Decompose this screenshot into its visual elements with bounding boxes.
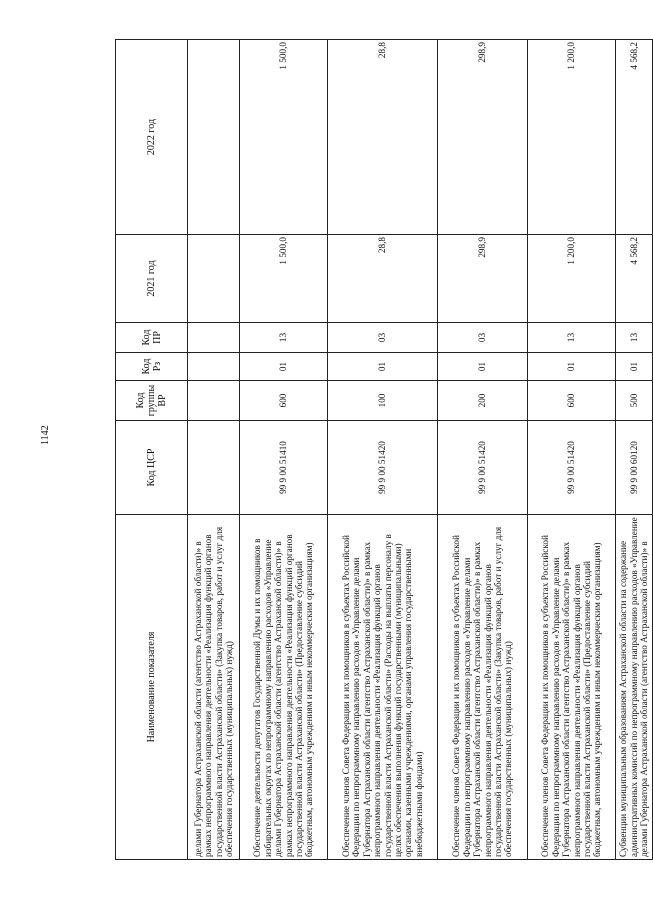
row-pr: 13 [616, 323, 653, 353]
header-pr: Код ПР [116, 323, 188, 353]
row-pr: 13 [240, 323, 328, 353]
row-2021 [188, 235, 240, 323]
row-vr: 100 [328, 381, 438, 421]
table-row [328, 40, 438, 860]
table-row [438, 40, 528, 860]
row-csr: 99 9 00 51420 [438, 421, 528, 515]
header-csr: Код ЦСР [116, 421, 188, 515]
row-vr: 200 [438, 381, 528, 421]
row-2021: 1 200,0 [528, 235, 616, 323]
row-2021: 1 500,0 [240, 235, 328, 323]
row-rz: 01 [240, 353, 328, 381]
row-csr: 99 9 00 51420 [528, 421, 616, 515]
table-header-row [116, 40, 188, 860]
table-row [188, 40, 240, 860]
row-2021: 298,9 [438, 235, 528, 323]
row-name: Обеспечение деятельности депутатов Государственной Думы и их помощников в избирательных округах по непрограммному направлению расходов «Управление делами Губернатора Астраханской области (агентство Астраханской области)» в рамках непрограммного направления деятельности «Реализация функций органов государственной власти Астраханской области» (Предоставление субсидий бюджетным, автономным учреждениям и иным некоммерческим организациям) [240, 515, 328, 860]
row-csr: 99 9 00 51410 [240, 421, 328, 515]
row-2022: 298,9 [438, 40, 528, 235]
row-name: Субвенции муниципальным образованиям Астраханской области на содержание административных комиссий по непрограммному направлению расходов «Управление делами Губернатора Астраханской области (агентство Астраханской области)» в [616, 515, 653, 860]
row-pr: 13 [528, 323, 616, 353]
row-name: Обеспечение членов Совета Федерации и их помощников в субъектах Российской Федерации по непрограммному направлению расходов «Управление делами Губернатора Астраханской области (агентство Астраханской области)» в рамках непрограммного направления деятельности «Реализация функций органов государственной власти Астраханской области» (Закупка товаров, работ и услуг для обеспечения государственных (муниципальных) нужд) [438, 515, 528, 860]
header-rz: Код Рз [116, 353, 188, 381]
row-2022: 1 500,0 [240, 40, 328, 235]
row-pr: 03 [328, 323, 438, 353]
page-number: 1142 [40, 425, 51, 445]
row-rz: 01 [328, 353, 438, 381]
budget-table [115, 39, 653, 860]
row-name: Обеспечение членов Совета Федерации и их помощников в субъектах Российской Федерации по непрограммному направлению расходов «Управление делами Губернатора Астраханской области (агентство Астраханской области)» в рамках непрограммного направления деятельности «Реализация функций органов государственной власти Астраханской области» (Предоставление субсидий бюджетным, автономным учреждениям и иным некоммерческим организациям) [528, 515, 616, 860]
row-rz: 01 [528, 353, 616, 381]
row-2021: 4 568,2 [616, 235, 653, 323]
header-2022: 2022 год [116, 40, 188, 235]
row-pr [188, 323, 240, 353]
row-2021: 28,8 [328, 235, 438, 323]
table-row [240, 40, 328, 860]
table-row [616, 40, 653, 860]
rotated-table-wrapper [115, 40, 650, 860]
header-2021: 2021 год [116, 235, 188, 323]
table-row [528, 40, 616, 860]
row-2022: 28,8 [328, 40, 438, 235]
row-vr: 500 [616, 381, 653, 421]
row-csr [188, 421, 240, 515]
row-2022: 4 568,2 [616, 40, 653, 235]
row-2022: 1 200,0 [528, 40, 616, 235]
row-rz [188, 353, 240, 381]
row-vr [188, 381, 240, 421]
row-2022 [188, 40, 240, 235]
header-vr: Код группы ВР [116, 381, 188, 421]
header-name: Наименование показателя [116, 515, 188, 860]
row-pr: 03 [438, 323, 528, 353]
row-name: Обеспечение членов Совета Федерации и их помощников в субъектах Российской Федерации по непрограммному направлению расходов «Управление делами Губернатора Астраханской области (агентство Астраханской области)» в рамках непрограммного направления деятельности «Реализация функций органов государственной власти Астраханской области» (Расходы на выплаты персоналу в целях обеспечения выполнения функций государственными (муниципальными) органами, казенными учреждениями, органами управления государственными внебюджетными фондами) [328, 515, 438, 860]
row-csr: 99 9 00 51420 [328, 421, 438, 515]
row-rz: 01 [616, 353, 653, 381]
row-vr: 600 [240, 381, 328, 421]
row-name: делами Губернатора Астраханской области (агентство Астраханской области)» в рамках непрограммного направления деятельности «Реализация функций органов государственной власти Астраханской области» (Закупка товаров, работ и услуг для обеспечения государственных (муниципальных) нужд) [188, 515, 240, 860]
row-rz: 01 [438, 353, 528, 381]
row-vr: 600 [528, 381, 616, 421]
row-csr: 99 9 00 60120 [616, 421, 653, 515]
